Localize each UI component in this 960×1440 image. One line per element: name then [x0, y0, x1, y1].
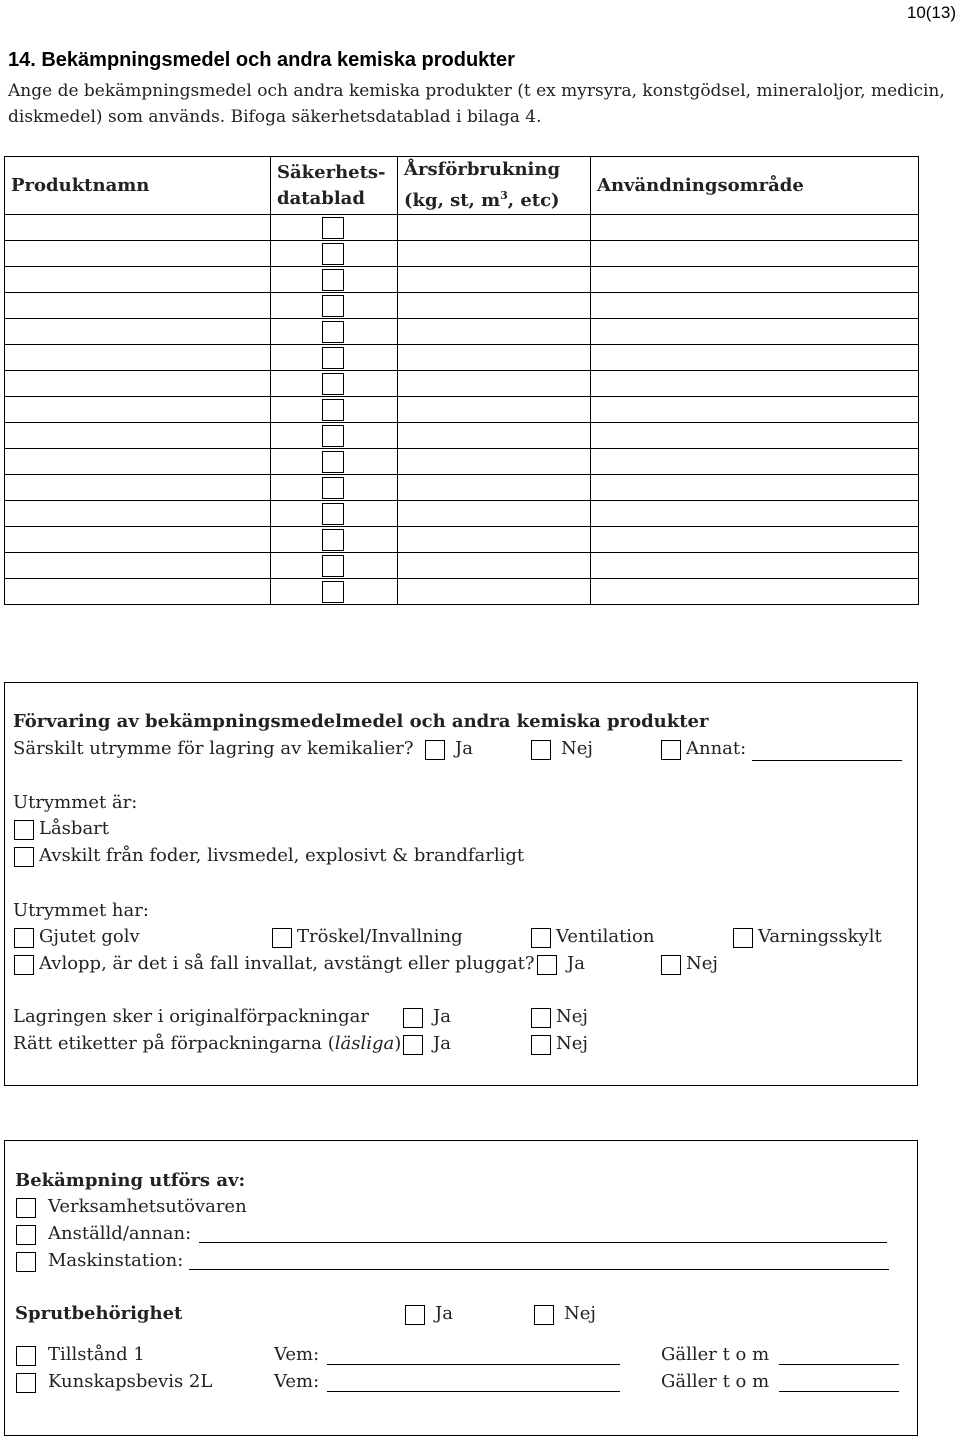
original-pack-yes-checkbox[interactable]: [403, 1008, 423, 1028]
column-header-annual-use: Årsförbrukning (kg, st, $m^3$, etc): [398, 157, 591, 215]
usage-area-cell[interactable]: [591, 501, 919, 527]
annual-use-cell[interactable]: [398, 293, 591, 319]
table-row: [5, 267, 919, 293]
sds-cell[interactable]: [271, 319, 398, 345]
product-name-cell[interactable]: [5, 293, 271, 319]
machine-checkbox[interactable]: [16, 1252, 36, 1272]
warning-sign-label: Varningsskylt: [758, 926, 882, 947]
usage-area-cell[interactable]: [591, 397, 919, 423]
sds-cell[interactable]: [271, 553, 398, 579]
permit1-who-label: Vem:: [274, 1344, 320, 1365]
table-row: [5, 345, 919, 371]
storage-yes-label: Ja: [455, 738, 473, 759]
sds-checkbox[interactable]: [322, 399, 344, 421]
sds-cell[interactable]: [271, 397, 398, 423]
permit2-valid-label: Gäller t o m: [661, 1371, 770, 1392]
annual-use-cell[interactable]: [398, 475, 591, 501]
spray-no-label: Nej: [564, 1303, 596, 1324]
employee-label: Anställd/annan:: [48, 1223, 192, 1244]
storage-no-label: Nej: [561, 738, 593, 759]
storage-yes-checkbox[interactable]: [425, 740, 445, 760]
permit2-valid-line[interactable]: [779, 1391, 899, 1392]
sds-checkbox[interactable]: [322, 295, 344, 317]
column-header-product: Produktnamn: [5, 157, 271, 215]
sds-cell[interactable]: [271, 527, 398, 553]
product-name-cell[interactable]: [5, 319, 271, 345]
sds-checkbox[interactable]: [322, 451, 344, 473]
drain-yes-checkbox[interactable]: [537, 955, 557, 975]
sds-checkbox[interactable]: [322, 269, 344, 291]
annual-use-cell[interactable]: [398, 215, 591, 241]
labels-no-checkbox[interactable]: [531, 1035, 551, 1055]
permit1-valid-line[interactable]: [779, 1364, 899, 1365]
product-name-cell[interactable]: [5, 475, 271, 501]
product-name-cell[interactable]: [5, 423, 271, 449]
table-row: [5, 293, 919, 319]
table-row: [5, 423, 919, 449]
table-row: [5, 449, 919, 475]
product-name-cell[interactable]: [5, 397, 271, 423]
products-table: [4, 156, 919, 605]
usage-area-cell[interactable]: [591, 553, 919, 579]
annual-use-cell[interactable]: [398, 319, 591, 345]
storage-no-checkbox[interactable]: [531, 740, 551, 760]
permit1-who-line[interactable]: [327, 1364, 620, 1365]
drain-yes-label: Ja: [567, 953, 585, 974]
table-row: [5, 553, 919, 579]
cast-floor-checkbox[interactable]: [14, 928, 34, 948]
usage-area-cell[interactable]: [591, 293, 919, 319]
sds-cell[interactable]: [271, 475, 398, 501]
drain-no-checkbox[interactable]: [661, 955, 681, 975]
annual-use-cell[interactable]: [398, 345, 591, 371]
table-row: [5, 579, 919, 605]
table-row: [5, 527, 919, 553]
product-name-cell[interactable]: [5, 527, 271, 553]
product-name-cell[interactable]: [5, 345, 271, 371]
sds-checkbox[interactable]: [322, 373, 344, 395]
sds-cell[interactable]: [271, 449, 398, 475]
sds-checkbox[interactable]: [322, 581, 344, 603]
employee-checkbox[interactable]: [16, 1225, 36, 1245]
usage-area-cell[interactable]: [591, 527, 919, 553]
sds-cell[interactable]: [271, 293, 398, 319]
sds-checkbox[interactable]: [322, 217, 344, 239]
table-header-row: [5, 157, 919, 215]
original-pack-no-checkbox[interactable]: [531, 1008, 551, 1028]
table-row: [5, 475, 919, 501]
sds-cell[interactable]: [271, 345, 398, 371]
sds-checkbox[interactable]: [322, 321, 344, 343]
ventilation-checkbox[interactable]: [531, 928, 551, 948]
sds-checkbox[interactable]: [322, 477, 344, 499]
permit1-valid-label: Gäller t o m: [661, 1344, 770, 1365]
separated-label: Avskilt från foder, livsmedel, explosivt & brandfarligt: [39, 845, 525, 866]
sds-checkbox[interactable]: [322, 347, 344, 369]
sds-checkbox[interactable]: [322, 503, 344, 525]
original-pack-yes-label: Ja: [433, 1006, 451, 1027]
usage-area-cell[interactable]: [591, 267, 919, 293]
product-name-cell[interactable]: [5, 267, 271, 293]
labels-no-label: Nej: [556, 1033, 588, 1054]
storage-other-label: Annat:: [686, 738, 747, 759]
product-name-cell[interactable]: [5, 371, 271, 397]
sds-cell[interactable]: [271, 423, 398, 449]
usage-area-cell[interactable]: [591, 475, 919, 501]
section-heading: 14. Bekämpningsmedel och andra kemiska produkter: [8, 49, 515, 71]
sds-cell[interactable]: [271, 371, 398, 397]
operator-checkbox[interactable]: [16, 1198, 36, 1218]
space-has-label: Utrymmet har:: [13, 900, 149, 921]
section-intro: Ange de bekämpningsmedel och andra kemiska produkter (t ex myrsyra, konstgödsel, mineraloljor, medicin, diskmedel) som används. Bifoga säkerhetsdatablad i bilaga 4.: [8, 81, 945, 127]
original-pack-label: Lagringen sker i originalförpackningar: [13, 1006, 369, 1027]
sds-cell[interactable]: [271, 579, 398, 605]
table-row: [5, 397, 919, 423]
usage-area-cell[interactable]: [591, 449, 919, 475]
sds-checkbox[interactable]: [322, 425, 344, 447]
annual-use-cell[interactable]: [398, 397, 591, 423]
product-name-cell[interactable]: [5, 241, 271, 267]
column-header-sds: Säkerhets- datablad: [271, 157, 398, 215]
spray-heading: Sprutbehörighet: [15, 1303, 183, 1324]
spray-yes-checkbox[interactable]: [405, 1305, 425, 1325]
operator-label: Verksamhetsutövaren: [48, 1196, 247, 1217]
labels-yes-label: Ja: [433, 1033, 451, 1054]
storage-other-checkbox[interactable]: [661, 740, 681, 760]
permit2-who-label: Vem:: [274, 1371, 320, 1392]
page-number: 10(13): [906, 3, 956, 22]
annual-use-cell[interactable]: [398, 449, 591, 475]
permit1-checkbox[interactable]: [16, 1346, 36, 1366]
annual-use-cell[interactable]: [398, 553, 591, 579]
warning-sign-checkbox[interactable]: [733, 928, 753, 948]
employee-line[interactable]: [199, 1242, 887, 1243]
usage-area-cell[interactable]: [591, 345, 919, 371]
annual-use-cell[interactable]: [398, 267, 591, 293]
control-heading: Bekämpning utförs av:: [15, 1170, 246, 1191]
table-row: [5, 215, 919, 241]
permit2-checkbox[interactable]: [16, 1373, 36, 1393]
sds-cell[interactable]: [271, 215, 398, 241]
drain-label: Avlopp, är det i så fall invallat, avstängt eller pluggat?: [39, 953, 535, 974]
annual-use-cell[interactable]: [398, 527, 591, 553]
sds-checkbox[interactable]: [322, 243, 344, 265]
threshold-label: Tröskel/Invallning: [297, 926, 463, 947]
usage-area-cell[interactable]: [591, 371, 919, 397]
usage-area-cell[interactable]: [591, 423, 919, 449]
machine-line[interactable]: [189, 1269, 889, 1270]
sds-checkbox[interactable]: [322, 555, 344, 577]
threshold-checkbox[interactable]: [272, 928, 292, 948]
permit2-who-line[interactable]: [327, 1391, 620, 1392]
permit2-label: Kunskapsbevis 2L: [48, 1371, 213, 1392]
original-pack-no-label: Nej: [556, 1006, 588, 1027]
labels-label: Rätt etiketter på förpackningarna (läsliga): [13, 1033, 402, 1054]
product-name-cell[interactable]: [5, 215, 271, 241]
sds-checkbox[interactable]: [322, 529, 344, 551]
cast-floor-label: Gjutet golv: [39, 926, 140, 947]
product-name-cell[interactable]: [5, 501, 271, 527]
drain-no-label: Nej: [686, 953, 718, 974]
table-row: [5, 241, 919, 267]
column-header-usage-area: Användningsområde: [591, 157, 919, 215]
lockable-label: Låsbart: [39, 818, 110, 839]
lockable-checkbox[interactable]: [14, 820, 34, 840]
spray-yes-label: Ja: [435, 1303, 453, 1324]
usage-area-cell[interactable]: [591, 215, 919, 241]
annual-use-cell[interactable]: [398, 371, 591, 397]
labels-yes-checkbox[interactable]: [403, 1035, 423, 1055]
annual-use-cell[interactable]: [398, 501, 591, 527]
drain-checkbox[interactable]: [14, 955, 34, 975]
storage-other-line[interactable]: [752, 760, 902, 761]
product-name-cell[interactable]: [5, 449, 271, 475]
spray-no-checkbox[interactable]: [534, 1305, 554, 1325]
permit1-label: Tillstånd 1: [48, 1344, 145, 1365]
space-is-label: Utrymmet är:: [13, 792, 138, 813]
usage-area-cell[interactable]: [591, 319, 919, 345]
annual-use-cell[interactable]: [398, 579, 591, 605]
sds-cell[interactable]: [271, 501, 398, 527]
usage-area-cell[interactable]: [591, 579, 919, 605]
table-row: [5, 371, 919, 397]
storage-heading: Förvaring av bekämpningsmedelmedel och andra kemiska produkter: [13, 711, 709, 732]
table-row: [5, 319, 919, 345]
product-name-cell[interactable]: [5, 553, 271, 579]
ventilation-label: Ventilation: [556, 926, 655, 947]
machine-label: Maskinstation:: [48, 1250, 184, 1271]
sds-cell[interactable]: [271, 267, 398, 293]
product-name-cell[interactable]: [5, 579, 271, 605]
table-row: [5, 501, 919, 527]
annual-use-cell[interactable]: [398, 423, 591, 449]
usage-area-cell[interactable]: [591, 241, 919, 267]
annual-use-cell[interactable]: [398, 241, 591, 267]
storage-question: Särskilt utrymme för lagring av kemikalier?: [13, 738, 414, 759]
sds-cell[interactable]: [271, 241, 398, 267]
separated-checkbox[interactable]: [14, 847, 34, 867]
